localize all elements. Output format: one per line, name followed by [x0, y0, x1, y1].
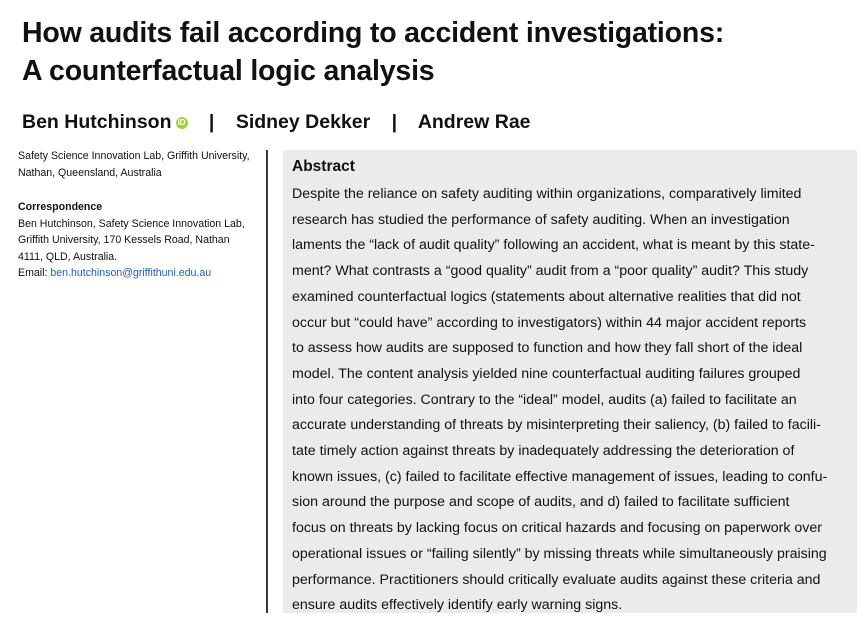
abstract-line: laments the “lack of audit quality” following an accident, what is meant by this state-	[292, 237, 815, 254]
abstract-line: performance. Practitioners should critically evaluate audits against these criteria and	[292, 571, 821, 588]
article-title-line-2: A counterfactual logic analysis	[22, 55, 435, 87]
author-info-sidebar	[18, 148, 250, 282]
abstract-line: sion around the purpose and scope of audits, and d) failed to facilitate sufficient	[292, 494, 790, 511]
author-name[interactable]: Andrew Rae	[417, 111, 531, 133]
author-name[interactable]: Ben Hutchinson	[22, 111, 172, 133]
orcid-icon[interactable]: iD	[177, 118, 186, 127]
abstract-line: tate timely action against threats by inadequately addressing the deterioration of	[292, 443, 795, 460]
abstract-line: operational issues or “failing silently” by missing threats while simultaneously praising	[292, 545, 827, 562]
abstract-line: accurate understanding of threats by misinterpreting their saliency, (b) failed to facili-	[292, 417, 821, 434]
abstract-line: ensure audits effectively identify early warning signs.	[292, 597, 623, 614]
affiliation: Safety Science Innovation Lab, Griffith University, Nathan, Queensland, Australia	[18, 150, 250, 179]
email-label: Email:	[18, 267, 48, 279]
article-title-line-1: How audits fail according to accident investigations:	[22, 17, 725, 49]
abstract-heading: Abstract	[292, 158, 355, 175]
correspondence-email-line	[18, 265, 250, 282]
abstract-line: known issues, (c) failed to facilitate effective management of issues, leading to confu-	[292, 468, 828, 485]
abstract-line: focus on threats by lacking focus on critical hazards and focusing on paperwork over	[292, 520, 822, 537]
author-separator: |	[391, 111, 398, 133]
abstract-line: to assess how audits are supposed to function and how they fall short of the ideal	[292, 340, 803, 357]
abstract-panel	[283, 150, 857, 613]
abstract-line: research has studied the performance of safety auditing. When an investigation	[292, 211, 790, 228]
abstract-line: ment? What contrasts a “good quality” audit from a “poor quality” audit? This study	[292, 263, 809, 280]
article-title	[22, 14, 842, 90]
abstract-line: examined counterfactual logics (statements about alternative realities that did not	[292, 288, 801, 305]
author-separator: |	[208, 111, 215, 133]
author-name[interactable]: Sidney Dekker	[235, 111, 371, 133]
abstract-line: Despite the reliance on safety auditing within organizations, comparatively limited	[292, 186, 802, 202]
correspondence-address: Ben Hutchinson, Safety Science Innovation Lab, Griffith University, 170 Kessels Road, Nathan 4111, QLD, Australia.	[18, 217, 245, 263]
abstract-line: into four categories. Contrary to the “ideal” model, audits (a) failed to facilitate an	[292, 391, 797, 408]
author-list	[22, 108, 531, 136]
email-link[interactable]: ben.hutchinson@griffithuni.edu.au	[50, 267, 212, 279]
abstract-line: model. The content analysis yielded nine counterfactual auditing failures grouped	[292, 365, 801, 382]
column-divider	[266, 150, 268, 613]
abstract-text	[292, 182, 847, 619]
abstract-line: occur but “could have” according to investigators) within 44 major accident reports	[292, 314, 807, 331]
correspondence-heading: Correspondence	[18, 201, 103, 213]
